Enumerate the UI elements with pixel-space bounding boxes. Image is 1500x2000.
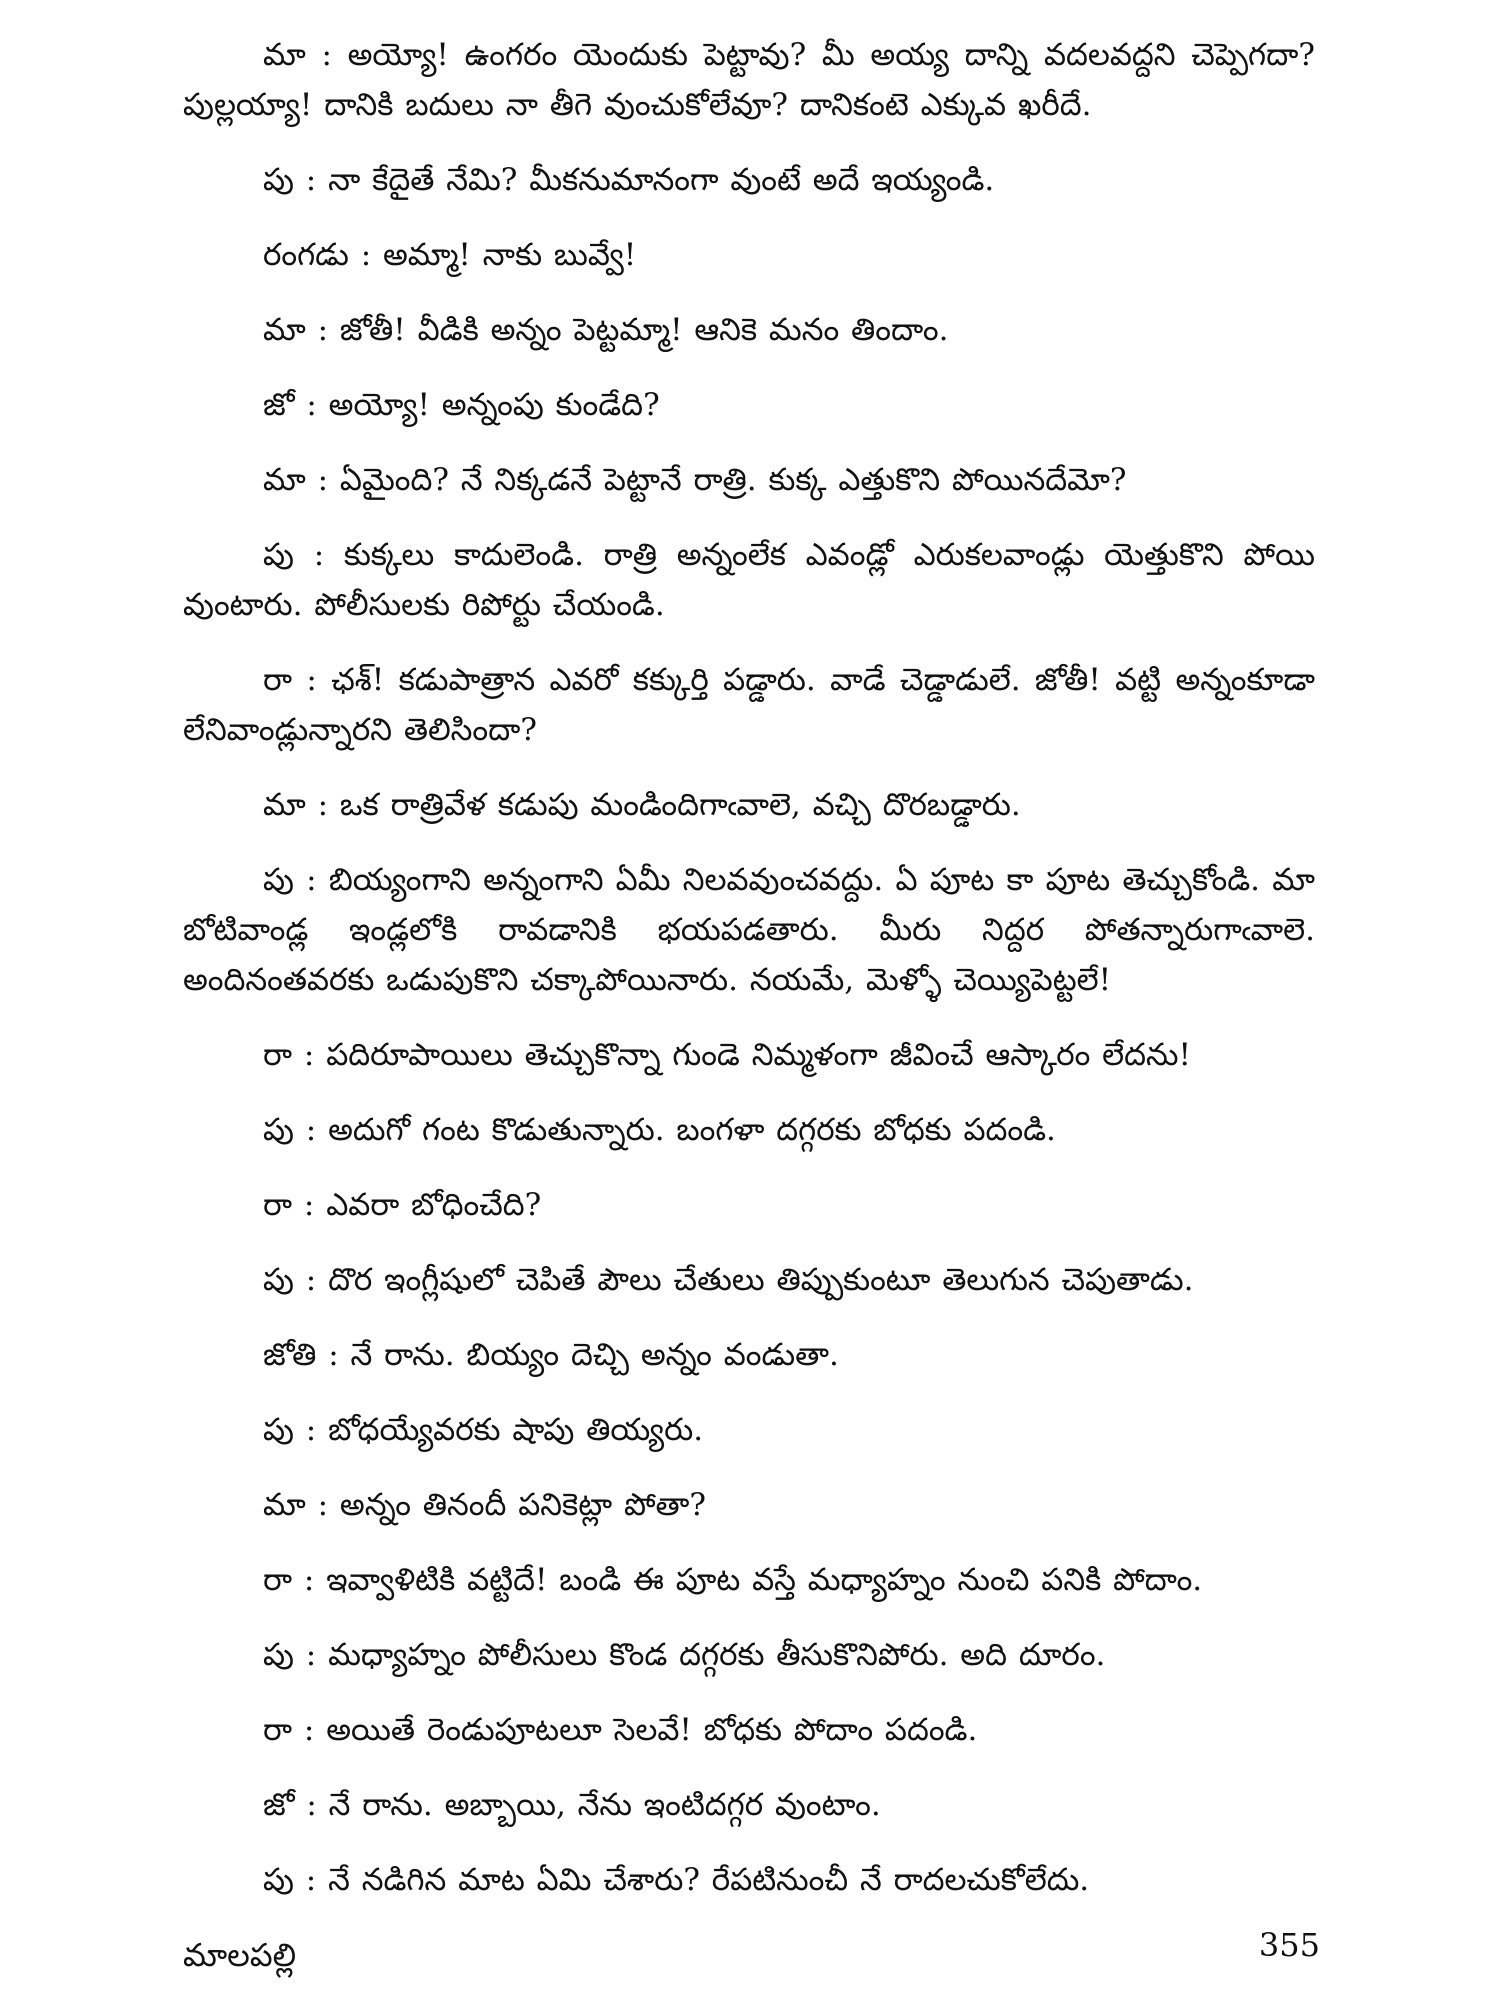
dialogue-paragraph: పు : నే నడిగిన మాట ఏమి చేశారు? రేపటినుంచీ నే రాదలచుకోలేదు. [263,1862,1090,1898]
dialogue-paragraph: మా : అన్నం తినందీ పనికెట్లా పోతా? [263,1487,707,1523]
dialogue-paragraph: మా : ఏమైంది? నే నిక్కడనే పెట్టానే రాత్రి. కుక్క ఎత్తుకొని పోయినదేమో? [263,462,1127,498]
dialogue-paragraph: రా : ఛశ్! కడుపాత్రాన ఎవరో కక్కుర్తి పడ్డారు. వాడే చెడ్డాడులే. జోతీ! వట్టి అన్నంకూడా లేనివాండ్లున్నారని తెలిసిందా? [183,662,1315,748]
dialogue-paragraph: రా : ఎవరా బోధించేది? [263,1187,542,1223]
dialogue-paragraph: పు : కుక్కలు కాదులెండి. రాత్రి అన్నంలేక ఎవండ్లో ఎరుకలవాండ్లు యెత్తుకొని పోయి వుంటారు. పోలీసులకు రిపోర్టు చేయండి. [183,537,1315,623]
dialogue-paragraph: రా : పదిరూపాయిలు తెచ్చుకొన్నా గుండె నిమ్మళంగా జీవించే ఆస్కారం లేదను! [263,1037,1191,1073]
dialogue-paragraph: పు : అదుగో గంట కొడుతున్నారు. బంగళా దగ్గరకు బోధకు పదండి. [263,1112,1056,1148]
dialogue-paragraph: రా : అయితే రెండుపూటలూ సెలవే! బోధకు పోదాం పదండి. [263,1712,978,1748]
dialogue-paragraph: మా : అయ్యో! ఉంగరం యెందుకు పెట్టావు? మీ అయ్య దాన్ని వదలవద్దని చెప్పెగదా? పుల్లయ్యా! దానికి బదులు నా తీగె వుంచుకోలేవూ? దానికంటె ఎక్కువ ఖరీదే. [183,37,1315,123]
dialogue-body [183,30,1315,1930]
dialogue-paragraph: జోతి : నే రాను. బియ్యం దెచ్చి అన్నం వండుతా. [263,1337,839,1373]
dialogue-paragraph: పు : మధ్యాహ్నం పోలీసులు కొండ దగ్గరకు తీసుకొనిపోరు. అది దూరం. [263,1637,1106,1673]
footer-book-title: మాలపల్లి [183,1936,297,1974]
dialogue-paragraph: జో : నే రాను. అబ్బాయి, నేను ఇంటిదగ్గర వుంటాం. [263,1787,881,1823]
dialogue-paragraph: రంగడు : అమ్మా! నాకు బువ్వే! [263,237,637,273]
dialogue-paragraph: పు : బియ్యంగాని అన్నంగాని ఏమీ నిలవవుంచవద్దు. ఏ పూట కా పూట తెచ్చుకోండి. మా బోటివాండ్ల ఇండ్లలోకి రావడానికి భయపడతారు. మీరు నిద్దర పోతన్నారుగాఁవాలె. అందినంతవరకు ఒడుపుకొని చక్కాపోయినారు. నయమే, మెళ్ళో చెయ్యిపెట్టలే! [183,862,1315,998]
dialogue-paragraph: పు : నా కేదైతే నేమి? మీకనుమానంగా వుంటే అదే ఇయ్యండి. [263,162,995,198]
dialogue-paragraph: రా : ఇవ్వాళిటికి వట్టిదే! బండి ఈ పూట వస్తే మధ్యాహ్నం నుంచి పనికి పోదాం. [263,1562,1203,1598]
dialogue-paragraph: పు : దొర ఇంగ్లీషులో చెపితే పౌలు చేతులు తిప్పుకుంటూ తెలుగున చెపుతాడు. [263,1262,1194,1298]
dialogue-paragraph: పు : బోధయ్యేవరకు షాపు తియ్యరు. [263,1412,704,1448]
dialogue-paragraph: జో : అయ్యో! అన్నంపు కుండేది? [263,387,660,423]
dialogue-paragraph: మా : ఒక రాత్రివేళ కడుపు మండిందిగాఁవాలె, వచ్చి దొరబడ్డారు. [263,787,1021,823]
page-number: 355 [1258,1926,1320,1964]
dialogue-paragraph: మా : జోతీ! వీడికి అన్నం పెట్టమ్మా! ఆనికె మనం తిందాం. [263,312,949,348]
